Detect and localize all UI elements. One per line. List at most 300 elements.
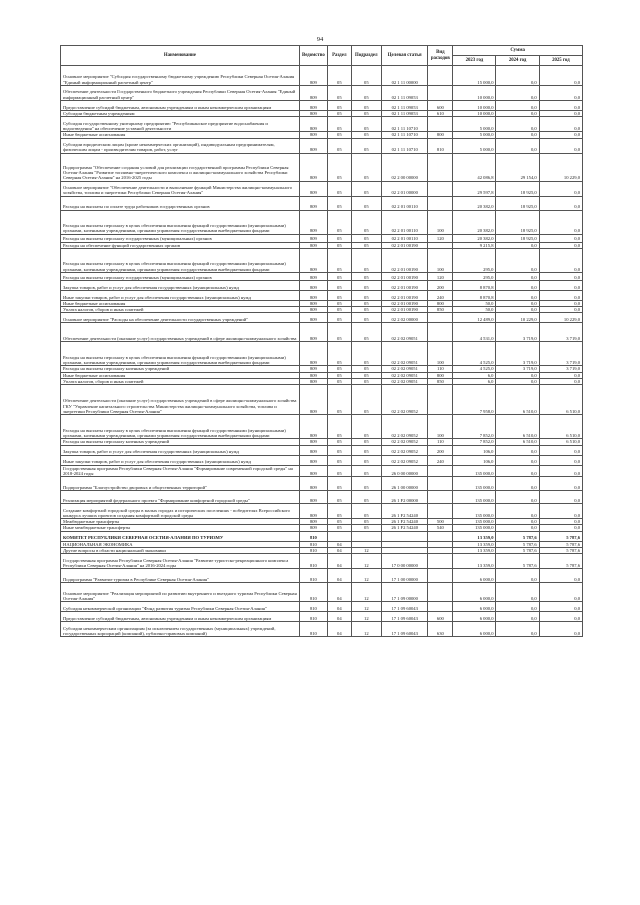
row-name: Предоставление субсидий бюджетным, автономным учреждениям и иным некоммерческим организациям (61, 101, 300, 111)
row-sum-2025: 6 510,0 (539, 415, 582, 439)
row-expense-type: 850 (428, 378, 453, 384)
table-row (61, 272, 583, 280)
row-razdel: 05 (327, 66, 351, 86)
row-podrazdel: 12 (351, 569, 381, 583)
row-sum-2024: 10 229,0 (496, 313, 539, 323)
row-sum-2025: 0,0 (539, 445, 582, 455)
row-expense-type: 110 (428, 366, 453, 372)
row-expense-type (428, 385, 453, 415)
row-razdel: 04 (327, 622, 351, 637)
row-name: Субсидии некоммерческим организациям (за исключением государственных (муниципальных) учреждений, государственных корпораций (компаний), публично-правовых компаний) (61, 622, 300, 637)
row-sum-2023: 6 000,0 (453, 583, 496, 602)
row-podrazdel: 05 (351, 248, 381, 272)
row-target-article: 17 1 00 00000 (381, 569, 427, 583)
row-target-article: 26 1 F2 54240 (381, 525, 427, 531)
row-sum-2025: 0,0 (539, 307, 582, 313)
row-podrazdel: 05 (351, 234, 381, 242)
row-sum-2023: 5 000,0 (453, 132, 496, 138)
row-sum-2023: 4 525,0 (453, 366, 496, 372)
row-expense-type (428, 583, 453, 602)
table-row (61, 477, 583, 491)
table-row (61, 569, 583, 583)
row-sum-2024: 5 787,6 (496, 554, 539, 569)
row-expense-type (428, 554, 453, 569)
row-vedomstvo: 810 (299, 531, 327, 541)
row-podrazdel: 05 (351, 117, 381, 132)
row-name: Основное мероприятие "Реализация мероприятий по развитию внутреннего и въездного туризма Республики Северная Осетия-Алания" (61, 583, 300, 602)
row-razdel: 05 (327, 372, 351, 378)
row-sum-2023: 13 359,0 (453, 547, 496, 553)
row-target-article: 02 2 01 00190 (381, 300, 427, 306)
row-sum-2023: 13 359,0 (453, 531, 496, 541)
row-name: Создание комфортной городской среды в малых городах и исторических поселениях - победителях Всероссийского конкурса лучших проектов создания комфортной городской среды (61, 504, 300, 519)
row-podrazdel (351, 531, 381, 541)
row-razdel: 05 (327, 366, 351, 372)
row-name: Межбюджетные трансферты (61, 519, 300, 525)
table-row (61, 554, 583, 569)
header-2023: 2023 год (453, 56, 496, 66)
header-summa: Сумма (453, 46, 583, 56)
row-razdel: 04 (327, 583, 351, 602)
row-vedomstvo: 809 (299, 519, 327, 525)
row-sum-2023: 135 000,0 (453, 504, 496, 519)
table-row (61, 101, 583, 111)
row-name: Подпрограмма "Благоустройство дворовых и общественных территорий" (61, 477, 300, 491)
row-vedomstvo: 809 (299, 323, 327, 342)
row-target-article: 26 0 00 00000 (381, 465, 427, 477)
row-vedomstvo: 809 (299, 313, 327, 323)
row-podrazdel: 05 (351, 415, 381, 439)
row-sum-2025: 5 787,6 (539, 547, 582, 553)
row-podrazdel: 05 (351, 66, 381, 86)
row-vedomstvo: 809 (299, 234, 327, 242)
row-sum-2024: 18 925,0 (496, 196, 539, 210)
row-expense-type: 240 (428, 290, 453, 300)
row-sum-2024: 6 510,0 (496, 385, 539, 415)
row-sum-2025: 0,0 (539, 477, 582, 491)
row-name: Расходы на выплаты персоналу казенных учреждений (61, 439, 300, 445)
row-target-article: 02 1 11 09053 (381, 111, 427, 117)
row-name: Подпрограмма "Развитие туризма в Республике Северная Осетия-Алания" (61, 569, 300, 583)
header-expense-type: Вид расходов (428, 46, 453, 66)
table-row (61, 445, 583, 455)
row-sum-2024: 0,0 (496, 465, 539, 477)
table-row (61, 531, 583, 541)
row-sum-2025: 0,0 (539, 525, 582, 531)
row-razdel: 04 (327, 547, 351, 553)
row-sum-2025: 0,0 (539, 491, 582, 504)
row-name: Расходы на выплаты персоналу в целях обеспечения выполнения функций государственными (муниципальными) органами, казенными учреждениями, органами управления государственными внебюджетными фондами (61, 415, 300, 439)
row-sum-2023: 13 359,0 (453, 541, 496, 547)
row-sum-2023: 15 000,0 (453, 66, 496, 86)
row-expense-type (428, 504, 453, 519)
row-sum-2023: 29 597,8 (453, 181, 496, 196)
row-vedomstvo: 809 (299, 248, 327, 272)
row-vedomstvo: 809 (299, 66, 327, 86)
row-expense-type (428, 602, 453, 612)
row-name: НАЦИОНАЛЬНАЯ ЭКОНОМИКА (61, 541, 300, 547)
row-podrazdel: 05 (351, 313, 381, 323)
row-sum-2025: 0,0 (539, 504, 582, 519)
row-razdel: 05 (327, 138, 351, 153)
header-2024: 2024 год (496, 56, 539, 66)
row-name: Другие вопросы в области национальной экономики (61, 547, 300, 553)
row-name: Субсидия некоммерческой организации "Фонд развития туризма Республики Северная Осетия-Алания" (61, 602, 300, 612)
row-razdel: 05 (327, 300, 351, 306)
row-sum-2025: 5 787,6 (539, 554, 582, 569)
row-vedomstvo: 809 (299, 117, 327, 132)
row-name: Государственная программа Республики Северная Осетия-Алания "Развитие туристско-рекреационного комплекса Республики Северная Осетия-Алания" на 2016-2024 годы (61, 554, 300, 569)
header-vedomstvo: Ведомство (299, 46, 327, 66)
row-sum-2025: 0,0 (539, 378, 582, 384)
row-name: Государственная программа Республики Северная Осетия-Алания "Формирование современной городской среды" на 2018-2024 годы (61, 465, 300, 477)
row-razdel: 05 (327, 385, 351, 415)
row-target-article: 26 1 00 00000 (381, 477, 427, 491)
row-target-article: 02 1 11 09053 (381, 101, 427, 111)
row-podrazdel: 05 (351, 138, 381, 153)
table-row (61, 234, 583, 242)
row-target-article: 02 2 01 00190 (381, 248, 427, 272)
row-razdel: 05 (327, 132, 351, 138)
row-target-article: 02 2 01 00190 (381, 280, 427, 290)
row-name: Обеспечение деятельности (оказание услуг) государственных учреждений в сфере жилищно-коммунального хозяйства (61, 323, 300, 342)
row-sum-2025: 0,0 (539, 132, 582, 138)
row-expense-type: 120 (428, 234, 453, 242)
table-row (61, 313, 583, 323)
row-target-article: 02 1 11 10710 (381, 138, 427, 153)
row-sum-2023: 6 000,0 (453, 602, 496, 612)
row-sum-2025: 0,0 (539, 66, 582, 86)
row-sum-2024: 0,0 (496, 111, 539, 117)
row-vedomstvo: 809 (299, 101, 327, 111)
row-podrazdel: 05 (351, 504, 381, 519)
row-sum-2024: 0,0 (496, 66, 539, 86)
header-target-article: Целевая статья (381, 46, 427, 66)
row-podrazdel: 05 (351, 455, 381, 465)
row-vedomstvo: 810 (299, 554, 327, 569)
row-name: Субсидии юридическим лицам (кроме некоммерческих организаций), индивидуальным предпринимателям, физическим лицам - производителям товаров, работ, услуг (61, 138, 300, 153)
row-target-article: 02 2 02 09052 (381, 445, 427, 455)
row-name: Расходы на обеспечение функций государственных органов (61, 242, 300, 248)
row-vedomstvo: 809 (299, 477, 327, 491)
row-sum-2023: 106,0 (453, 455, 496, 465)
row-sum-2024: 5 787,6 (496, 531, 539, 541)
table-row (61, 583, 583, 602)
row-sum-2023: 4 525,0 (453, 342, 496, 366)
row-name: Расходы на выплаты персоналу в целях обеспечения выполнения функций государственными (муниципальными) органами, казенными учреждениями, органами управления государственными внебюджетными фондами (61, 248, 300, 272)
row-podrazdel: 05 (351, 519, 381, 525)
table-row (61, 66, 583, 86)
row-podrazdel: 05 (351, 272, 381, 280)
row-podrazdel: 05 (351, 465, 381, 477)
row-sum-2023: 135 000,0 (453, 491, 496, 504)
row-name: Уплата налогов, сборов и иных платежей (61, 378, 300, 384)
row-sum-2023: 135 000,0 (453, 465, 496, 477)
row-razdel: 05 (327, 465, 351, 477)
row-podrazdel: 05 (351, 342, 381, 366)
row-podrazdel: 05 (351, 385, 381, 415)
row-name: Иные закупки товаров, работ и услуг для обеспечения государственных (муниципальных) нужд (61, 455, 300, 465)
row-sum-2024: 0,0 (496, 242, 539, 248)
row-target-article: 02 1 11 10710 (381, 132, 427, 138)
row-razdel: 04 (327, 554, 351, 569)
row-name: Закупка товаров, работ и услуг для обеспечения государственных (муниципальных) нужд (61, 445, 300, 455)
row-expense-type: 100 (428, 248, 453, 272)
row-sum-2024: 5 787,6 (496, 541, 539, 547)
row-vedomstvo: 809 (299, 504, 327, 519)
row-target-article: 02 2 02 09052 (381, 455, 427, 465)
table-row (61, 117, 583, 132)
row-razdel: 04 (327, 541, 351, 547)
row-sum-2024: 0,0 (496, 519, 539, 525)
row-expense-type (428, 313, 453, 323)
row-name: КОМИТЕТ РЕСПУБЛИКИ СЕВЕРНАЯ ОСЕТИЯ-АЛАНИЯ ПО ТУРИЗМУ (61, 531, 300, 541)
row-name: Иные бюджетные ассигнования (61, 372, 300, 378)
row-podrazdel: 05 (351, 132, 381, 138)
row-target-article: 26 1 F2 54240 (381, 504, 427, 519)
row-sum-2025: 0,0 (539, 138, 582, 153)
row-expense-type (428, 86, 453, 101)
row-vedomstvo: 809 (299, 445, 327, 455)
row-vedomstvo: 809 (299, 300, 327, 306)
row-expense-type: 100 (428, 210, 453, 234)
row-target-article: 02 2 02 09051 (381, 342, 427, 366)
row-vedomstvo: 810 (299, 612, 327, 622)
row-sum-2024: 6 510,0 (496, 415, 539, 439)
row-sum-2024: 0,0 (496, 132, 539, 138)
row-sum-2024: 3 719,0 (496, 323, 539, 342)
row-target-article: 02 2 02 09051 (381, 372, 427, 378)
row-sum-2025: 0,0 (539, 569, 582, 583)
row-sum-2024: 0,0 (496, 477, 539, 491)
row-sum-2025: 0,0 (539, 210, 582, 234)
table-row (61, 86, 583, 101)
row-expense-type: 850 (428, 307, 453, 313)
row-target-article: 02 2 01 00110 (381, 210, 427, 234)
row-sum-2025: 0,0 (539, 101, 582, 111)
row-sum-2024: 0,0 (496, 455, 539, 465)
row-sum-2025: 0,0 (539, 519, 582, 525)
row-vedomstvo: 809 (299, 280, 327, 290)
row-sum-2024: 0,0 (496, 583, 539, 602)
row-target-article: 17 1 09 60043 (381, 622, 427, 637)
row-sum-2025: 10 229,0 (539, 153, 582, 181)
row-sum-2024: 0,0 (496, 272, 539, 280)
row-vedomstvo: 810 (299, 622, 327, 637)
row-expense-type: 610 (428, 111, 453, 117)
row-sum-2023: 106,0 (453, 445, 496, 455)
row-podrazdel: 12 (351, 547, 381, 553)
row-vedomstvo: 809 (299, 491, 327, 504)
row-vedomstvo: 809 (299, 415, 327, 439)
row-target-article: 17 1 09 60043 (381, 602, 427, 612)
row-target-article: 02 2 01 00190 (381, 272, 427, 280)
row-podrazdel: 05 (351, 196, 381, 210)
row-vedomstvo: 809 (299, 196, 327, 210)
row-sum-2024: 18 925,0 (496, 234, 539, 242)
row-podrazdel: 12 (351, 612, 381, 622)
row-podrazdel: 05 (351, 366, 381, 372)
row-sum-2025: 10 229,0 (539, 313, 582, 323)
row-sum-2025: 0,0 (539, 280, 582, 290)
row-razdel: 05 (327, 234, 351, 242)
row-sum-2025: 5 787,6 (539, 531, 582, 541)
row-sum-2023: 7 852,0 (453, 439, 496, 445)
row-expense-type (428, 323, 453, 342)
row-vedomstvo: 809 (299, 385, 327, 415)
table-row (61, 491, 583, 504)
row-name: Обеспечение деятельности Государственного бюджетного учреждения Республики Северная Осетия-Алания "Единый информационный расчетный центр" (61, 86, 300, 101)
row-sum-2025: 0,0 (539, 372, 582, 378)
row-sum-2025: 0,0 (539, 465, 582, 477)
row-sum-2023: 50,0 (453, 307, 496, 313)
row-expense-type: 600 (428, 101, 453, 111)
row-name: Основное мероприятие "Обеспечение деятельности и выполнение функций Министерства жилищно-коммунального хозяйства, топлива и энергетики Республики Северная Осетия-Алания" (61, 181, 300, 196)
row-razdel: 05 (327, 290, 351, 300)
row-vedomstvo: 809 (299, 439, 327, 445)
row-vedomstvo: 810 (299, 541, 327, 547)
row-podrazdel: 05 (351, 111, 381, 117)
row-sum-2024: 0,0 (496, 622, 539, 637)
row-podrazdel: 05 (351, 378, 381, 384)
table-row (61, 342, 583, 366)
row-razdel (327, 531, 351, 541)
header-2025: 2025 год (539, 56, 582, 66)
row-target-article: 02 2 02 09052 (381, 415, 427, 439)
row-vedomstvo: 809 (299, 525, 327, 531)
row-sum-2025: 0,0 (539, 622, 582, 637)
row-podrazdel: 05 (351, 372, 381, 378)
row-target-article: 02 2 01 00110 (381, 234, 427, 242)
row-expense-type: 800 (428, 372, 453, 378)
row-razdel: 05 (327, 210, 351, 234)
row-sum-2024: 0,0 (496, 525, 539, 531)
row-expense-type (428, 181, 453, 196)
row-expense-type (428, 117, 453, 132)
row-vedomstvo: 810 (299, 583, 327, 602)
row-sum-2024: 0,0 (496, 445, 539, 455)
row-vedomstvo: 810 (299, 547, 327, 553)
row-target-article: 02 2 02 09052 (381, 439, 427, 445)
row-vedomstvo: 809 (299, 342, 327, 366)
row-expense-type: 600 (428, 612, 453, 622)
row-podrazdel: 05 (351, 300, 381, 306)
row-sum-2023: 5 000,0 (453, 138, 496, 153)
row-razdel: 05 (327, 525, 351, 531)
header-podrazdel: Подраздел (351, 46, 381, 66)
row-sum-2023: 5 000,0 (453, 117, 496, 132)
row-sum-2023: 9 215,8 (453, 242, 496, 248)
table-row (61, 138, 583, 153)
row-name: Подпрограмма "Обеспечение создания условий для реализации государственной программы Республики Северная Осетия-Алания "Развитие топливно-энергетического комплекса и жилищно-коммунального хозяйства Республики Северная Осетия-Алания" на 2016-2025 годы (61, 153, 300, 181)
row-podrazdel: 05 (351, 491, 381, 504)
row-sum-2023: 10 000,0 (453, 86, 496, 101)
row-sum-2023: 135 000,0 (453, 525, 496, 531)
row-target-article: 02 2 01 00110 (381, 196, 427, 210)
row-name: Иные межбюджетные трансферты (61, 525, 300, 531)
row-target-article: 02 2 01 00000 (381, 181, 427, 196)
row-sum-2024: 0,0 (496, 569, 539, 583)
row-name: Обеспечение деятельности (оказание услуг) государственных учреждений в сфере жилищно-коммунального хозяйства ГКУ "Управление капитального строительства Министерства жилищно-коммунального хозяйства, топлива и энергетики Республики Северная Осетия-Алания" (61, 385, 300, 415)
row-sum-2023: 6 000,0 (453, 569, 496, 583)
row-target-article: 17 0 00 00000 (381, 554, 427, 569)
row-expense-type (428, 196, 453, 210)
row-expense-type (428, 153, 453, 181)
row-podrazdel: 05 (351, 445, 381, 455)
table-row (61, 248, 583, 272)
row-name: Расходы на выплаты персоналу казенных учреждений (61, 366, 300, 372)
row-target-article: 02 1 11 00000 (381, 66, 427, 86)
table-row (61, 290, 583, 300)
row-sum-2025: 0,0 (539, 234, 582, 242)
row-razdel: 05 (327, 313, 351, 323)
table-row (61, 385, 583, 415)
row-vedomstvo: 809 (299, 153, 327, 181)
row-target-article: 02 2 02 00000 (381, 313, 427, 323)
row-razdel: 05 (327, 323, 351, 342)
row-sum-2025: 0,0 (539, 242, 582, 248)
table-row (61, 280, 583, 290)
row-podrazdel: 12 (351, 622, 381, 637)
row-expense-type: 800 (428, 132, 453, 138)
row-sum-2023: 20 382,0 (453, 196, 496, 210)
row-razdel: 04 (327, 602, 351, 612)
row-vedomstvo: 809 (299, 465, 327, 477)
row-razdel: 05 (327, 519, 351, 525)
row-sum-2023: 6,0 (453, 372, 496, 378)
row-podrazdel: 05 (351, 101, 381, 111)
row-podrazdel: 05 (351, 210, 381, 234)
row-podrazdel: 05 (351, 242, 381, 248)
table-row (61, 196, 583, 210)
row-sum-2023: 4 531,0 (453, 323, 496, 342)
row-sum-2023: 6 000,0 (453, 622, 496, 637)
row-expense-type: 200 (428, 445, 453, 455)
row-sum-2025: 3 719,0 (539, 342, 582, 366)
row-name: Закупка товаров, работ и услуг для обеспечения государственных (муниципальных) нужд (61, 280, 300, 290)
row-sum-2025: 5 787,6 (539, 541, 582, 547)
row-podrazdel: 05 (351, 153, 381, 181)
row-name: Субсидия государственному унитарному предприятию "Республиканское предприятие водоснабжения и водоотведения" на обеспечение уставной деятельности (61, 117, 300, 132)
row-razdel: 05 (327, 242, 351, 248)
row-name: Расходы на выплаты по оплате труда работников государственных органов (61, 196, 300, 210)
row-name: Предоставление субсидий бюджетным, автономным учреждениям и иным некоммерческим организациям (61, 612, 300, 622)
row-razdel: 05 (327, 280, 351, 290)
table-row (61, 612, 583, 622)
row-name: Уплата налогов, сборов и иных платежей (61, 307, 300, 313)
row-sum-2025: 0,0 (539, 455, 582, 465)
row-target-article: 17 1 09 00000 (381, 583, 427, 602)
row-sum-2025: 6 510,0 (539, 439, 582, 445)
row-expense-type: 500 (428, 519, 453, 525)
row-sum-2025: 0,0 (539, 86, 582, 101)
table-row (61, 455, 583, 465)
header-razdel: Раздел (327, 46, 351, 66)
row-sum-2024: 0,0 (496, 290, 539, 300)
table-row (61, 415, 583, 439)
row-sum-2023: 295,0 (453, 248, 496, 272)
row-podrazdel: 12 (351, 602, 381, 612)
row-vedomstvo: 809 (299, 242, 327, 248)
row-sum-2024: 18 925,0 (496, 210, 539, 234)
row-vedomstvo: 809 (299, 86, 327, 101)
row-sum-2024: 0,0 (496, 504, 539, 519)
row-sum-2024: 0,0 (496, 280, 539, 290)
row-expense-type: 800 (428, 300, 453, 306)
row-podrazdel: 05 (351, 86, 381, 101)
row-sum-2023: 295,0 (453, 272, 496, 280)
row-expense-type (428, 569, 453, 583)
